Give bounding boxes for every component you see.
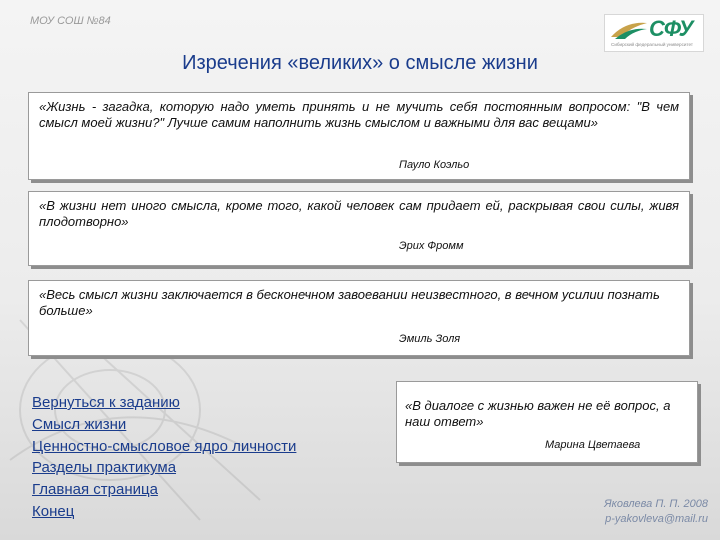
quote-card-fromm [28, 191, 690, 266]
credits-author: Яковлева П. П. 2008 [604, 498, 708, 510]
quote-author: Эрих Фромм [399, 240, 464, 252]
logo-subtitle: Сибирский федеральный университет [611, 42, 694, 47]
quote-card-tsvetaeva [396, 381, 698, 463]
logo-wings-icon [609, 17, 649, 43]
quote-author: Марина Цветаева [545, 439, 641, 451]
quote-card-zola [28, 280, 690, 356]
link-end[interactable]: Конец [32, 502, 75, 520]
link-value-core[interactable]: Ценностно-смысловое ядро личности [32, 437, 297, 455]
quote-author: Эмиль Золя [399, 333, 461, 345]
quote-card-coelho [28, 92, 690, 180]
link-meaning-of-life[interactable]: Смысл жизни [32, 415, 127, 433]
page-title: Изречения «великих» о смысле жизни [182, 52, 538, 74]
logo-text: СФУ [649, 16, 693, 41]
credits-email: p-yakovleva@mail.ru [605, 513, 708, 525]
quote-text: «В жизни нет иного смысла, кроме того, какой человек сам придает ей, раскрывая свои силы, живя плодотворно» [39, 198, 679, 229]
credits [604, 497, 708, 527]
navigation-links [32, 392, 296, 523]
link-practicum-sections[interactable]: Разделы практикума [32, 459, 177, 477]
quote-text: «В диалоге с жизнью важен не её вопрос, а наш ответ» [405, 398, 671, 429]
school-name: МОУ СОШ №84 [30, 15, 111, 27]
link-back-to-task[interactable]: Вернуться к заданию [32, 394, 180, 411]
sfu-logo [604, 14, 704, 52]
link-home-page[interactable]: Главная страница [32, 481, 158, 499]
quote-text: «Весь смысл жизни заключается в бесконечном завоевании неизвестного, в вечном усилии познать больше» [39, 287, 660, 318]
quote-text: «Жизнь - загадка, которую надо уметь принять и не мучить себя постоянным вопросом: "В чем смысл моей жизни?" Лучше самим наполнить жизнь смыслом и важными для вас вещами» [39, 99, 679, 130]
quote-author: Пауло Коэльо [399, 159, 470, 171]
